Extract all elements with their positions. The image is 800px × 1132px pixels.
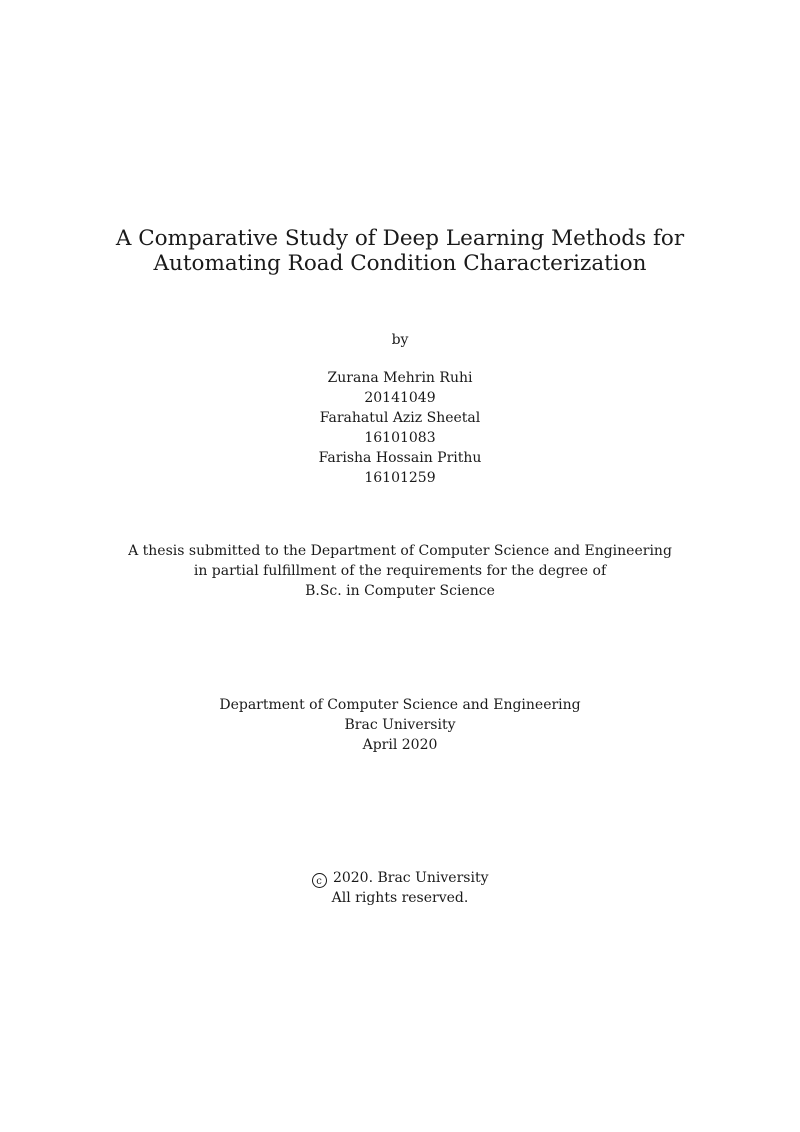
by-label [0,330,800,350]
copyright-block [0,868,800,908]
submission-date: April 2020 [362,737,438,753]
by-text: by [391,332,409,348]
author-name: Zurana Mehrin Ruhi [327,370,473,386]
title-line-1: A Comparative Study of Deep Learning Methods for [115,226,685,251]
author-name: Farahatul Aziz Sheetal [319,410,481,426]
author-id: 16101083 [364,430,436,446]
copyright-icon: c [312,873,327,888]
author-id: 16101259 [364,470,436,486]
university-name: Brac University [344,717,456,733]
rights-reserved: All rights reserved. [331,890,469,906]
author-name: Farisha Hossain Prithu [318,450,482,466]
statement-line-2: in partial fulfillment of the requirements for the degree of [193,563,607,579]
copyright-line [0,868,800,888]
copyright-text: 2020. Brac University [332,870,489,886]
statement-line-3: B.Sc. in Computer Science [305,583,495,599]
statement-line-1: A thesis submitted to the Department of Computer Science and Engineering [128,543,672,559]
submission-statement [0,541,800,601]
department-name: Department of Computer Science and Engineering [219,697,581,713]
thesis-title [0,226,800,276]
institution-block [0,695,800,755]
title-line-2: Automating Road Condition Characterization [153,251,647,276]
author-id: 20141049 [364,390,436,406]
author-list [0,368,800,488]
